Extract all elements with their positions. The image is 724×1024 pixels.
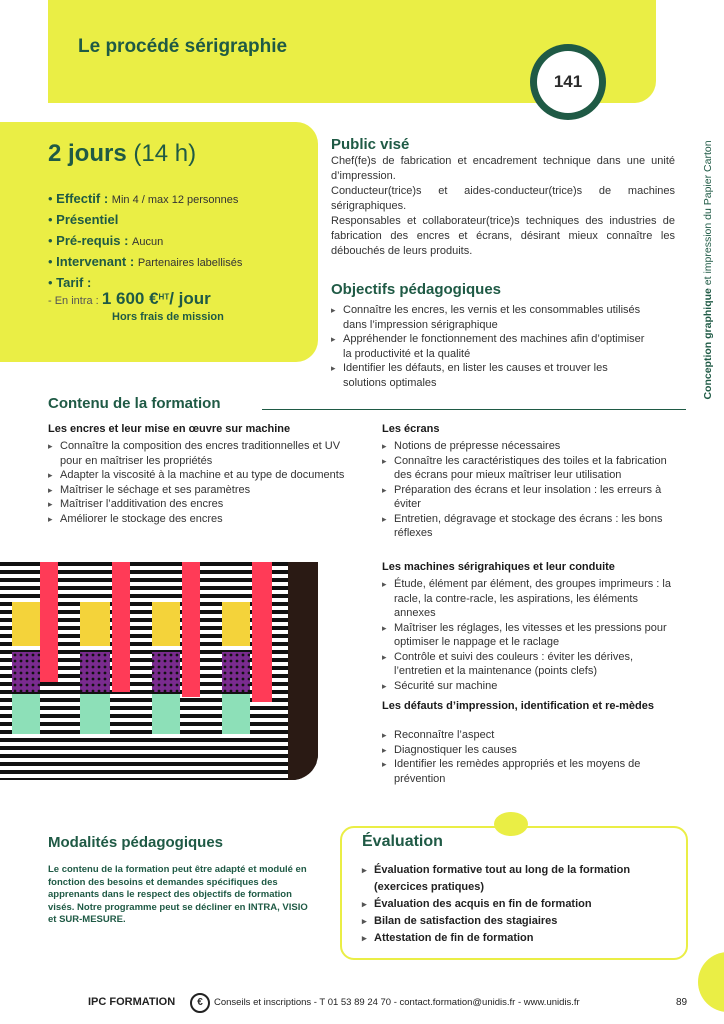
list-item: ▸ Maîtriser l’additivation des encres <box>48 497 348 512</box>
machines-list <box>382 577 682 693</box>
list-item: ▸ Connaître la composition des encres traditionnelles et UV pour en maîtriser les propriétés <box>48 439 348 468</box>
price-line: - En intra : 1 600 €$^{HT}$/ jour <box>48 289 211 308</box>
list-item: ▸ Connaître les caractéristiques des toiles et la fabrication des écrans pour mieux maîtriser leur utilisation <box>382 454 678 483</box>
list-item: ▸ Connaître les encres, les vernis et les consommables utilisés dans l’impression sérigraphique <box>331 303 653 332</box>
list-item: ▸ Entretien, dégravage et stockage des écrans : les bons réflexes <box>382 512 678 541</box>
modalites-text: Le contenu de la formation peut être adapté et modulé en fonction des besoins et demandes spécifiques des apprenants dans le respect des objectifs de formation visés. Notre programme peut se décliner en INTRA, VISIO et SUR-MESURE. <box>48 864 308 925</box>
modalites-title: Modalités pédagogiques <box>48 834 224 851</box>
defauts-title: Les défauts d’impression, identification et re-mèdes <box>382 700 655 712</box>
evaluation-list <box>362 862 662 947</box>
list-item: ▸ Notions de prépresse nécessaires <box>382 439 678 454</box>
footer-brand: IPC FORMATION <box>88 996 176 1008</box>
public-text: Chef(fe)s de fabrication et encadrement technique dans une unité d’impression. Conducteur(trice)s et aides-conducteur(trice)s de machines sérigraphiques. Responsables et collaborateur(trice)s techniques des industries de fabrication des encres et écrans, désirant mieux connaître les débouchés de leurs produits. <box>331 155 675 257</box>
list-item: ▸ Adapter la viscosité à la machine et au type de documents <box>48 468 348 483</box>
objectifs-title: Objectifs pédagogiques <box>331 281 502 298</box>
ecrans-title: Les écrans <box>382 423 440 435</box>
tarif: • Tarif : <box>48 275 92 290</box>
encres-list <box>48 439 348 526</box>
evaluation-title: Évaluation <box>362 833 443 850</box>
list-item: ▸ Maîtriser le séchage et ses paramètres <box>48 483 348 498</box>
machines-title: Les machines sérigrahiques et leur conduite <box>382 561 615 573</box>
list-item: ▸ Identifier les remèdes appropriés et les moyens de prévention <box>382 757 682 786</box>
screen-printing-photo <box>0 562 318 780</box>
list-item: ▸ Diagnostiquer les causes <box>382 743 682 758</box>
list-item: ▸ Préparation des écrans et leur insolation : les erreurs à éviter <box>382 483 678 512</box>
side-category-label: Conception graphique et impression du Papier Carton <box>702 140 714 400</box>
list-item: ▸ Contrôle et suivi des couleurs : éviter les dérives, l’entretien et la maintenance (points clefs) <box>382 650 682 679</box>
encres-title: Les encres et leur mise en œuvre sur machine <box>48 423 291 435</box>
public-title: Public visé <box>331 136 410 153</box>
list-item: ▸ Reconnaître l’aspect <box>382 728 682 743</box>
contenu-title: Contenu de la formation <box>48 395 221 412</box>
list-item: ▸ Sécurité sur machine <box>382 679 682 694</box>
list-item: ▸ Évaluation des acquis en fin de formation <box>362 896 662 913</box>
objectifs-list <box>331 303 653 390</box>
list-item: ▸ Étude, élément par élément, des groupes imprimeurs : la racle, la contre-racle, les aspirations, les éléments annexes <box>382 577 682 621</box>
decor-corner <box>698 952 724 1012</box>
fees-note: Hors frais de mission <box>112 311 224 323</box>
intervenant: • Intervenant : Partenaires labellisés <box>48 254 243 269</box>
prerequis: • Pré-requis : Aucun <box>48 233 164 248</box>
course-number-badge: 141 <box>537 51 599 113</box>
list-item: ▸ Maîtriser les réglages, les vitesses et les pressions pour optimiser le nappage et le raclage <box>382 621 682 650</box>
list-item: ▸ Améliorer le stockage des encres <box>48 512 348 527</box>
list-item: ▸ Attestation de fin de formation <box>362 930 662 947</box>
ecrans-list <box>382 439 678 541</box>
footer-contact: Conseils et inscriptions - T 01 53 89 24 70 - contact.formation@unidis.fr - www.unidis.fr <box>214 997 580 1008</box>
defauts-list <box>382 728 682 786</box>
list-item: ▸ Évaluation formative tout au long de la formation (exercices pratiques) <box>362 862 662 896</box>
list-item: ▸ Appréhender le fonctionnement des machines afin d’optimiser la productivité et la qualité <box>331 332 653 361</box>
presentiel: • Présentiel <box>48 212 119 227</box>
list-item: ▸ Bilan de satisfaction des stagiaires <box>362 913 662 930</box>
list-item: ▸ Identifier les défauts, en lister les causes et trouver les solutions optimales <box>331 361 653 390</box>
unidis-logo-icon: € <box>190 993 210 1013</box>
effectif: • Effectif : Min 4 / max 12 personnes <box>48 191 239 206</box>
section-divider <box>262 409 686 410</box>
page-title: Le procédé sérigraphie <box>78 36 288 57</box>
page-number: 89 <box>676 997 688 1008</box>
duration: 2 jours (14 h) <box>48 140 197 167</box>
